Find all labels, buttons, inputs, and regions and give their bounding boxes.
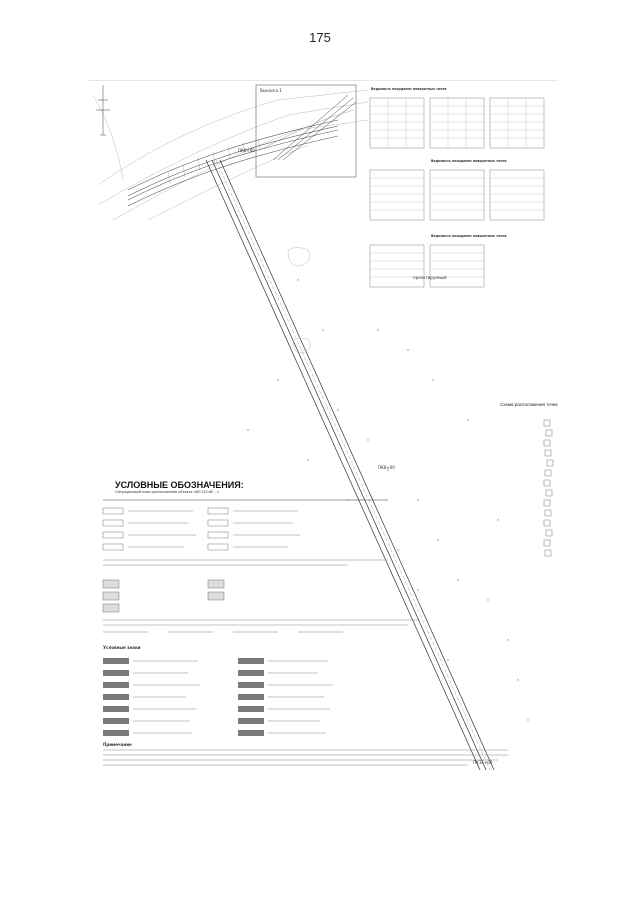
- table-header-1: Ведомость координат поворотных точек: [371, 87, 447, 91]
- legend-notes-heading: Примечание: [103, 742, 132, 747]
- pipeline-marker-mid: ПК8+00: [378, 465, 395, 470]
- page-number: 175: [309, 30, 331, 45]
- legend-subtitle: Ситуационный план расположения объекта «ВЛ 110 кВ ...»: [115, 490, 220, 494]
- map-sheet: [88, 80, 558, 780]
- pipeline-corridor: [206, 160, 494, 770]
- pipeline-marker-start: ПК0+00: [238, 148, 255, 153]
- road-band: [128, 120, 338, 206]
- inset-label: Выноска 1: [260, 88, 282, 93]
- pipeline-marker-end: ПК15+00: [473, 760, 493, 765]
- pipeline-name-label: проектируемый: [413, 275, 447, 280]
- pipeline-axis: [216, 160, 493, 770]
- legend-symbols-heading: Условные знаки: [103, 645, 141, 650]
- stations-label: Схема расположения точек: [500, 402, 558, 407]
- table-header-3: Ведомость координат поворотных точек: [431, 234, 507, 238]
- legend-text-lines: [103, 511, 508, 765]
- tower-symbol: [96, 85, 110, 135]
- map-drawing: [88, 80, 558, 780]
- table-rows: [370, 98, 544, 277]
- legend-symbols: [103, 500, 388, 632]
- station-column: [544, 420, 553, 556]
- table-header-2: Ведомость координат поворотных точек: [431, 159, 507, 163]
- inset-detail: [256, 85, 356, 177]
- legend-title: УСЛОВНЫЕ ОБОЗНАЧЕНИЯ:: [115, 480, 244, 490]
- coordinate-tables: [370, 98, 544, 287]
